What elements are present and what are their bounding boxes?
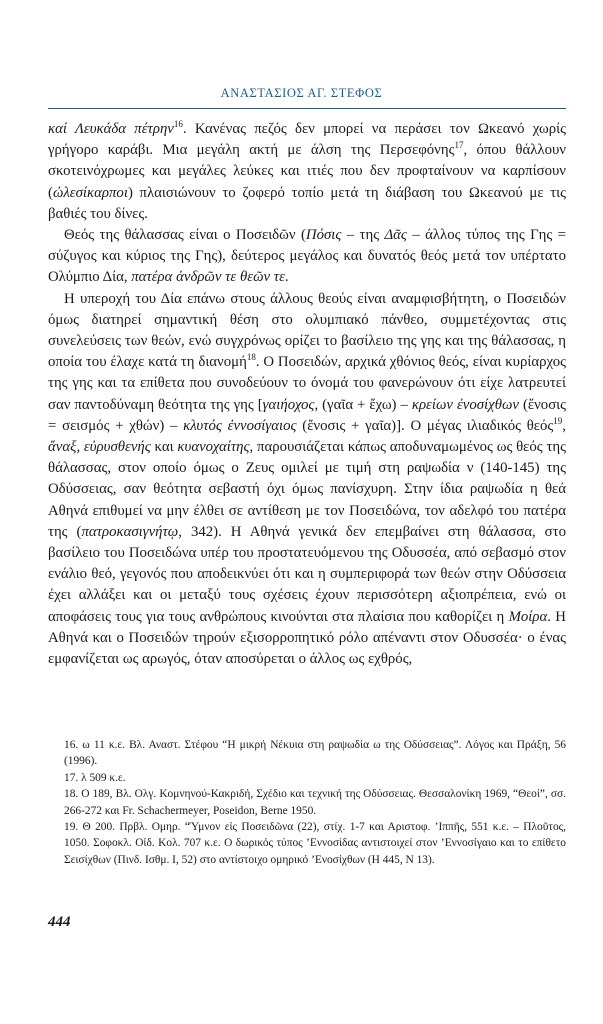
header-rule: [48, 108, 566, 109]
body-text: [48, 119, 566, 670]
text-run: Η υπεροχή του Δία επάνω στους άλλους θεούς είναι αναμφισβήτητη, ο Ποσειδών όμως διατηρεί σημαντική θέση στο ολυμπιακό πάνθεο, συμμετέχοντας στις συνελεύσεις των θεών, ενώ συγχρόνως ορίζει το βασίλειο της γης και της θάλασσας, η οποία του έλαχε κατά τη διανομή: [48, 290, 566, 371]
text-run: .: [284, 269, 289, 286]
paragraph: [48, 225, 566, 289]
text-run: ) πλαισιώνουν το ζοφερό τοπίο μετά τη διάβαση του Ωκεανού με τις βαθιές του δίνες.: [48, 184, 566, 222]
text-run: , όπου θάλλουν σκοτεινόχρωμες και μεγάλες λεύκες και ιτιές που δεν προφταίνουν να καρπίσουν (: [48, 142, 567, 201]
italic-text: γαιήοχος: [262, 396, 315, 413]
footnote: 19. Θ 200. Πρβλ. Ομηρ. “Ύμνον εἰς Ποσειδῶνα (22), στίχ. 1-7 και Αριστοφ. ’Ιππῆς, 551 κ.ε. – Πλοῦτος, 1050. Σοφοκλ. Οἰδ. Κολ. 707 κ.ε. Ο δωρικός τύπος ’Εννοσίδας αντιστοιχεί στον ’Εννοσίγαιο και το επίθετο Σεισίχθων (Πινδ. Ισθμ. Ι, 52) στο αντίστοιχο ομηρικό ’Ενοσίχθων (Η 445, Ν 13).: [64, 821, 566, 866]
text-run: – άλλος τύπος της Γης = σύζυγος και κύριος της Γης), δεύτερος μεγάλος και δυνατός θεός μετά τον υπέρτατο Ολύμπιο Δία,: [48, 227, 566, 286]
italic-text: κυανοχαίτης: [177, 439, 250, 456]
italic-text: Μοίρα: [508, 608, 548, 625]
footnote: 16. ω 11 κ.ε. Βλ. Αναστ. Στέφου “Η μικρή Νέκυια στη ραψωδία ω της Οδύσσειας”. Λόγος και Πράξη, 56 (1996).: [64, 739, 566, 768]
footnotes: [48, 737, 566, 868]
text-run: , παρουσιάζεται κάπως αποδυναμωμένος ως θεός της θάλασσας, στον οποίο όμως ο Ζευς ομιλεί με τιμή στη ραψωδία ν (140-145) της Οδύσσειας, σαν θεότητα σεβαστή όχι όμως πανίσχυρη. Στην ίδια ραψωδία η θεά Αθηνά επιθυμεί να μην έλθει σε αντίθεση με τον Ποσειδώνα, τον αδελφό του πατέρα της (: [48, 439, 566, 540]
text-run: . Κανένας πεζός δεν μπορεί να περάσει τον Ωκεανό χωρίς γρήγορο καράβι. Μια μεγάλη ακτή με άλση της Περσεφόνης: [48, 121, 566, 159]
text-run: ,: [562, 417, 566, 434]
italic-text: Δᾶς: [384, 227, 407, 244]
footnote-ref: 19: [553, 415, 563, 426]
italic-text: πατροκασιγνήτῳ: [81, 523, 179, 540]
text-run: . Ο Ποσειδών, αρχικά χθόνιος θεός, είναι κυρίαρχος της γης και τα επίθετα που συνοδεύουν το όνομά του φανερώνουν ότι είχε λατρευτεί σαν παντοδύναμη θεότητα της γης [: [48, 354, 566, 413]
page-number: 444: [48, 914, 71, 930]
running-head: ΑΝΑΣΤΑΣΙΟΣ ΑΓ. ΣΤΕΦΟΣ: [220, 86, 383, 100]
italic-text: κλυτός ἐννοσίγαιος: [183, 417, 297, 434]
italic-text: κρείων ἐνοσίχθων: [411, 396, 519, 413]
text-run: Θεός της θάλασσας είναι ο Ποσειδῶν (: [64, 227, 306, 244]
text-run: , (γαῖα + ἔχω) –: [314, 396, 412, 413]
italic-text: ἄναξ, εὐρυσθενής: [48, 439, 151, 456]
text-run: (ἔνοσις = σεισμός + χθών) –: [48, 396, 567, 434]
footnote: 18. Ο 189, Βλ. Ολγ. Κομνηνού-Κακριδή, Σχέδιο και τεχνική της Οδύσσειας. Θεσσαλονίκη 1969, “Θεοί”, σσ. 266-272 και Fr. Schachermeyer, Poseidon, Berne 1950.: [64, 788, 566, 817]
text-run: . Η Αθηνά και ο Ποσειδών τηρούν εξισορροπητικό ρόλο απέναντι στον Οδυσσέα· ο ένας εμφανίζεται ως αρωγός, όταν αποσύρεται ο άλλος ως εχθρός,: [48, 608, 566, 668]
footnote-ref: 16: [173, 119, 183, 129]
italic-text: ὠλεσίκαρποι: [52, 184, 128, 201]
italic-text: Πόσις: [305, 227, 342, 244]
italic-text: πατέρα ἀνδρῶν τε θεῶν τε: [131, 269, 285, 286]
footnote-ref: 18: [246, 352, 256, 363]
italic-text: καί Λευκάδα πέτρην: [48, 121, 174, 137]
text-run: (ἔνοσις + γαῖα)]. Ο μέγας ιλιαδικός θεός: [296, 417, 554, 434]
paragraph: [48, 289, 566, 671]
paragraph: [48, 119, 566, 225]
footnote-ref: 17: [454, 140, 464, 151]
footnote: 17. λ 509 κ.ε.: [64, 771, 126, 784]
text-run: , 342). Η Αθηνά γενικά δεν επεμβαίνει στη θάλασσα, στο βασίλειο του Ποσειδώνα υπέρ του προστατευόμενου της Οδυσσέα, από σεβασμό στον ενάλιο θεό, γεγονός που αποδεικνύει ότι και η συμπεριφορά των θεών στην Οδύσσεια έχει αλλάξει και οι μεταξύ τους σχέσεις έχουν περισσότερη αξιοπρέπεια, ενώ οι αποφάσεις τους για τους ανθρώπους κινούνται στα πλαίσια που καθορίζει η: [48, 523, 566, 625]
text-run: – της: [341, 227, 385, 244]
text-run: και: [150, 439, 178, 456]
